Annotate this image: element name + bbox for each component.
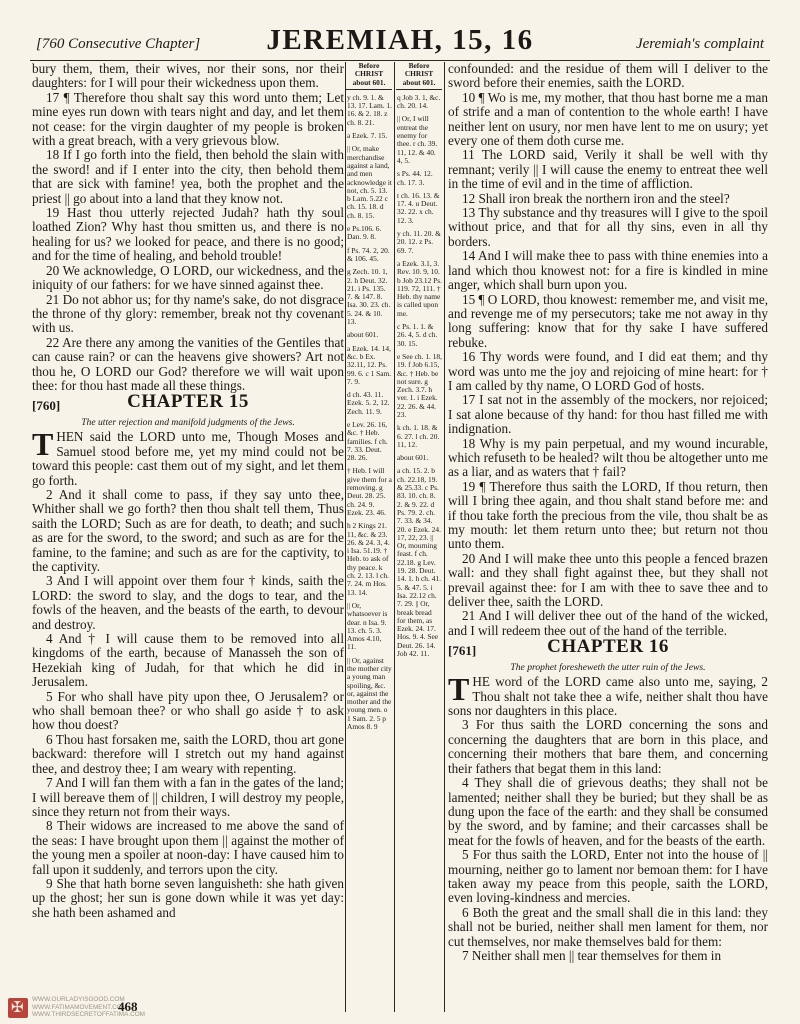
column-divider (394, 62, 395, 1012)
margin-note: s Ps. 44. 12. ch. 17. 3. (397, 169, 433, 187)
verse: 15 ¶ O LORD, thou knowest: remember me, and visit me, and revenge me of my persecutors; take me not away in thy long suffering: know that for thy sake I have suffered rebuke. (448, 291, 768, 350)
verse: 20 And I will make thee unto this people a fenced brazen wall: and they shall fight against thee, but they shall not prevail against thee: for I am with thee to save thee and to deliver thee, saith the LORD. (448, 550, 768, 610)
margin-references-right (396, 62, 442, 1012)
watermark-url: WWW.FATIMAMOVEMENT.COM (32, 1003, 128, 1011)
verse: 10 ¶ Wo is me, my mother, that thou hast borne me a man of strife and a man of contention to the whole earth! I have neither lent on usury, nor men have lent to me on usury; yet every one of them doth curse me. (448, 89, 768, 149)
verse: 19 ¶ Therefore thus saith the LORD, If thou return, then will I bring thee again, and thou shalt stand before me: and if thou take forth the precious from the vile, thou shalt be as my mouth: let them return unto thee; but return not thou unto them. (448, 478, 768, 552)
verse: 3 For thus saith the LORD concerning the sons and concerning the daughters that are born in this place, and concerning their mothers that bare them, and concerning their fathers that begat them in this land: (448, 717, 768, 776)
verse: 18 Why is my pain perpetual, and my wound incurable, which refuseth to be healed? wilt thou be altogether unto me as a liar, and as waters that † fail? (448, 435, 768, 480)
verse: 16 Thy words were found, and I did eat them; and thy word was unto me the joy and rejoicing of mine heart: for † I am called by thy name, O LORD God of hosts. (448, 349, 768, 393)
margin-date-header: Before CHRIST about 601. (396, 62, 442, 90)
verse: 2 And it shall come to pass, if they say unto thee, Whither shall we go forth? then thou shalt tell them, Thus saith the LORD; Such as are for death, to death; and such as are for the sword, to the sword; and such as are for the famine, to the famine; and such as are for the captivity, to the captivity. (32, 486, 344, 574)
margin-note: c Ps. 1. 1. & 26. 4, 5. d ch. 30. 15. (397, 322, 438, 348)
chapter-number: [760] (32, 398, 61, 414)
chapter-summary: The prophet foresheweth the utter ruin of the Jews. (510, 662, 706, 674)
margin-note: || Or, make merchandise against a land, and men acknowledge it not, ch. 5. 13. b Lam. 5.22 c ch. 15. 18. d ch. 8. 15. (347, 144, 392, 220)
margin-note: t ch. 16. 13. & 17. 4. u Deut. 32. 22. x ch. 12. 3. (397, 190, 440, 225)
column-divider (444, 62, 445, 1012)
verse: 19 Hast thou utterly rejected Judah? hath thy soul loathed Zion? Why hast thou smitten us, and there is no healing for us? we looked for peace, and there is no good; and for the time of healing, and behold trouble! (32, 205, 344, 264)
left-text-column (32, 62, 344, 920)
margin-date-header: Before CHRIST about 601. (346, 62, 392, 90)
verse-text: HE word of the LORD came also unto me, saying, 2 Thou shalt not take thee a wife, neither shalt thou have sons nor daughters in this place. (448, 674, 768, 719)
verse: 21 And I will deliver thee out of the hand of the wicked, and I will redeem thee out of the hand of the terrible. (448, 608, 768, 638)
verse: 5 For thus saith the LORD, Enter not into the house of || mourning, neither go to lament nor bemoan them: for I have taken away my peace from this people, saith the LORD, even loving-kindness and mercies. (448, 847, 768, 906)
drop-cap: T (448, 671, 470, 708)
watermark-url: WWW.THIRDSECRETOFFATIMA.COM (32, 1010, 146, 1018)
verse-text: HEN said the LORD unto me, Though Moses and Samuel stood before me, yet my mind could not be toward this people: cast them out of my sight, and let them go forth. (32, 429, 344, 488)
verse: 6 Both the great and the small shall die in this land: they shall not be buried, neither shall men lament for them, nor cut themselves, nor make themselves bald for them: (448, 904, 768, 949)
chapter-title: CHAPTER 16 (547, 636, 669, 658)
verse: 8 Their widows are increased to me above the sand of the seas: I have brought upon them || against the mother of the young men a spoiler at noon-day: I have caused him to fall upon it suddenly, and terrors upon the city. (32, 818, 344, 877)
verse: 20 We acknowledge, O LORD, our wickedness, and the iniquity of our fathers: for we have sinned against thee. (32, 262, 344, 293)
margin-references-left (346, 62, 392, 1012)
chapter-summary: The utter rejection and manifold judgments of the Jews. (81, 417, 295, 429)
chapter-title: CHAPTER 15 (127, 391, 249, 413)
margin-note: y ch. 11. 20. & 20. 12. z Ps. 69. 7. (397, 229, 441, 255)
margin-note: about 601. (397, 453, 429, 463)
verse (32, 426, 344, 488)
watermark-url: WWW.OURLADYISGOOD.COM (32, 996, 125, 1004)
margin-note: h 2 Kings 21. 11, &c. & 23. 26. & 24. 3, 4. i Isa. 51.19. † Heb. to ask of thy peace. k ch. 2. 13. l ch. 7. 24. m Hos. 13. 14. (347, 521, 390, 597)
verse: 12 Shall iron break the northern iron and the steel? (462, 190, 730, 206)
section-heading: Jeremiah's complaint (635, 36, 764, 52)
margin-note: || Or, whatsoever is dear. n Isa. 9. 13. ch. 5. 3. Amos 4.10, 11. (347, 600, 388, 652)
verse: 3 And I will appoint over them four † kinds, saith the LORD: the sword to slay, and the dogs to tear, and the fowls of the heaven, and the beasts of the earth, to devour and destroy. (32, 573, 344, 632)
margin-note: e See ch. 1. 18, 19. f Job 6.15, &c. † Heb. be not sure. g Zech. 3.7. h ver. 1. i Ezek. 22. 26. & 44. 23. (397, 351, 442, 419)
verse: 7 Neither shall men || tear themselves for them in (462, 947, 722, 963)
margin-note: f Ps. 74. 2, 20. & 106. 45. (347, 245, 390, 263)
margin-note: || Or, I will entreat the enemy for thee. r ch. 39. 11, 12. & 40. 4, 5. (397, 114, 438, 165)
chapter-heading (32, 391, 344, 417)
margin-note: about 601. (347, 330, 379, 340)
margin-note: e Ps.106. 6. Dan. 9. 8. (347, 224, 382, 242)
margin-note: a Ezek. 7. 15. (347, 131, 388, 141)
verse: 6 Thou hast forsaken me, saith the LORD, thou art gone backward: therefore will I stretch out my hand against thee, and destroy thee; I am weary with repenting. (32, 731, 344, 776)
margin-note: q Job 3. 1, &c. ch. 20. 14. (397, 92, 441, 111)
verse: 17 I sat not in the assembly of the mockers, nor rejoiced; I sat alone because of thy hand: for thou hast filled me with indignation. (448, 392, 768, 437)
running-header (30, 22, 770, 61)
site-logo-icon (8, 998, 28, 1018)
verse: confounded: and the residue of them will I deliver to the sword before their enemies, saith the LORD. (448, 61, 768, 91)
verse: 9 She that hath borne seven languisheth: she hath given up the ghost; her sun is gone down while it was yet day: she hath been ashamed and (32, 875, 344, 920)
margin-note: g Zech. 10. 1, 2. h Deut. 32. 21. i Ps. 135. 7. & 147. 8. Isa. 30. 23. ch. 5. 24. & 10. 13. (347, 267, 391, 327)
right-text-column (448, 62, 768, 963)
verse: 5 For who shall have pity upon thee, O Jerusalem? or who shall bemoan thee? or who shall go aside † to ask how thou doest? (32, 688, 344, 733)
margin-note: a Ezek. 3.1, 3. Rev. 10. 9, 10. b Job 23.12 Ps. 119. 72, 111. † Heb. thy name is called upon me. (397, 258, 442, 318)
drop-cap: T (32, 426, 54, 463)
margin-note: a Ezek. 14. 14, &c. b Ex. 32.11, 12. Ps. 99. 6. c 1 Sam. 7. 9. (347, 343, 392, 386)
chapter-number: [761] (448, 643, 477, 659)
margin-note: y ch. 9. 1. & 13. 17. Lam. 1. 16. & 2. 18. z ch. 8. 21. (347, 92, 392, 127)
verse: 4 They shall die of grievous deaths; they shall not be lamented; neither shall they be buried; but they shall be as dung upon the face of the earth: and they shall be consumed by the sword, and by famine; and their carcasses shall be meat for the fowls of heaven, and for the beasts of the earth. (448, 775, 768, 848)
verse (448, 671, 768, 719)
page-footer (0, 994, 800, 1024)
verse: 14 And I will make thee to pass with thine enemies into a land which thou knowest not: for a fire is kindled in mine anger, which shall burn upon you. (448, 248, 768, 293)
verse: 13 Thy substance and thy treasures will I give to the spoil without price, and that for all thy sins, even in all thy borders. (448, 205, 768, 249)
verse: bury them, them, their wives, nor their sons, nor their daughters: for I will pour their wickedness upon them. (32, 61, 344, 91)
margin-note: a ch. 15. 2. b ch. 22.18, 19. & 25.33. c Ps. 83. 10. ch. 8. 2. & 9. 22. d Ps. 79. 2. ch. 7. 33. & 34. 20. e Ezek. 24. 17, 22, 23. || Or, mourning feast. f ch. 22.18. g Lev. 19. 28. Deut. 14. 1. h ch. 41. 5. & 47. 5. i Isa. 22.12 ch. 7. 29. || Or, break bread for them, as Ezek. 24. 17. Hos. 9. 4. See Deut. 26. 14. Job 42. 11. (397, 466, 441, 658)
verse: 17 ¶ Therefore thou shalt say this word unto them; Let mine eyes run down with tears night and day, and let them not cease: for the virgin daughter of my people is broken with a great breach, with a very grievous blow. (32, 89, 344, 149)
verse: 11 The LORD said, Verily it shall be well with thy remnant; verily || I will cause the enemy to entreat thee well in the time of evil and in the time of affliction. (448, 147, 768, 192)
page-title: JEREMIAH, 15, 16 (266, 24, 534, 56)
chapter-heading (448, 636, 768, 662)
margin-note: || Or, against the mother city a young man spoiling, &c. or, against the mother and the young men. o 1 Sam. 2. 5 p Amos 8. 9 (347, 655, 392, 732)
margin-note: † Heb. I will give them for a removing. g Deut. 28. 25. ch. 24. 9. Ezek. 23. 46. (347, 466, 392, 517)
verse: 7 And I will fan them with a fan in the gates of the land; I will bereave them of || children, I will destroy my people, since they return not from their ways. (32, 775, 344, 819)
margin-note: e Lev. 26. 16, &c. † Heb. families. f ch. 7. 33. Deut. 28. 26. (347, 419, 388, 463)
verse: 18 If I go forth into the field, then behold the slain with the sword! and if I enter into the city, then behold them that are sick with famine! yea, both the prophet and the priest || go about into a land that they know not. (32, 147, 344, 206)
margin-note: d ch. 43. 11. Ezek. 5. 2, 12. Zech. 11. 9. (347, 390, 390, 416)
verse: 22 Are there any among the vanities of the Gentiles that can cause rain? or can the heavens give showers? Art not thou he, O LORD our God? therefore we will wait upon thee: for thou hast made all these things. (32, 334, 344, 393)
page-number: 468 (118, 999, 138, 1014)
verse: 4 And † I will cause them to be removed into all kingdoms of the earth, because of Manasseh the son of Hezekiah king of Judah, for that which he did in Jerusalem. (32, 631, 344, 690)
margin-note: k ch. 1. 18. & 6. 27. l ch. 20. 11, 12. (397, 423, 440, 449)
verse: 21 Do not abhor us; for thy name's sake, do not disgrace the throne of thy glory: remember, break not thy covenant with us. (32, 291, 344, 336)
consecutive-chapter-label: [760 Consecutive Chapter] (36, 36, 201, 52)
